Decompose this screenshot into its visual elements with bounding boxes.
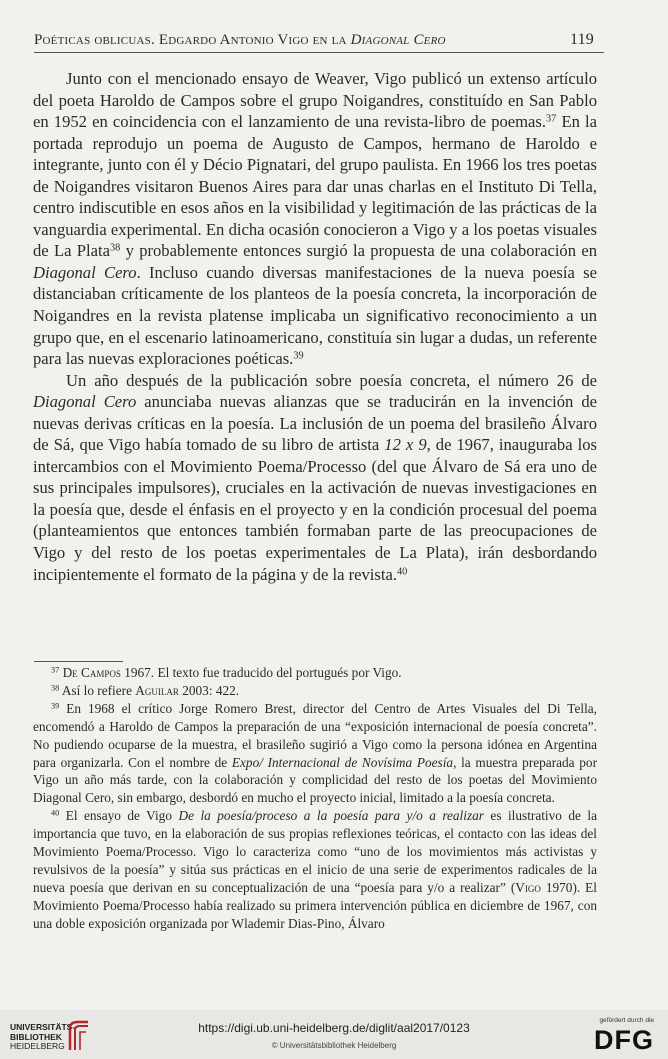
paragraph: Junto con el mencionado ensayo de Weaver, Vigo publicó un extenso artículo del poeta Haroldo de Campos sobre el grupo Noigandres, constituído en San Pablo en 1952 en coincidencia con el lanzamiento de una revista-libro de poemas.$^{37}$ En la portada reprodujo un poema de Augusto de Campos, hermano de Haroldo e integrante, junto con él y Décio Pignatari, del grupo paulista. En 1966 los tres poetas de Noigandres visitaron Buenos Aires para dar unas charlas en el Instituto Di Tella, centro indiscutible en esos años en la visibilidad y legitimación de las prácticas de la vanguardia experimental. En dicha ocasión conocieron a Vigo y a los poetas visuales de La Plata$^{38}$ y probablemente entonces surgió la propuesta de una colaboración en Diagonal Cero. Incluso cuando diversas manifestaciones de la nueva poesía se distanciaban críticamente de los planteos de la poesía concreta, la incorporación de Noigandres en la revista platense implicaba un significativo reconocimiento a un grupo que, en el escenario latinoamericano, constituía sin lugar a dudas, un referente para las nuevas exploraciones poéticas.$^{39}$ — [33, 69, 597, 369]
footnote: $^{38}$ Así lo refiere Aguilar 2003: 422. — [51, 682, 240, 698]
dfg-logo: DFG — [594, 1025, 654, 1055]
body-text — [33, 68, 597, 585]
viewer-footer — [0, 1010, 668, 1059]
footnote: $^{40}$ El ensayo de Vigo De la poesía/proceso a la poesía para y/o a realizar es ilustrativo de la importancia que tuvo, en la elaboración de sus propias reflexiones teóricas, el contacto con las ideas del Movimiento Poema/Processo. Vigo lo caracteriza como “uno de los movimientos más activistas y revulsivos de la poesía” y sitúa sus prácticas en el inicio de una serie de experimentos radicales de la nueva poesía que derivan en su conceptualización de una “poesía para y/o a realizar” (Vigo 1970). El Movimiento Poema/Processo había realizado su primera intervención pública en diciembre de 1967, con una doble exposición organizada por Wlademir Dias-Pino, Álvaro — [33, 808, 597, 931]
running-header — [34, 30, 604, 53]
page-number: 119 — [569, 31, 594, 48]
permalink-url[interactable]: https://digi.ub.uni-heidelberg.de/diglit/aal2017/0123 — [198, 1021, 470, 1035]
footnote: $^{37}$ De Campos 1967. El texto fue traducido del portugués por Vigo. — [51, 665, 402, 680]
running-title: Poéticas oblicuas. Edgardo Antonio Vigo en la Diagonal Cero — [34, 32, 446, 48]
footnote-ref[interactable]: 38 — [109, 242, 121, 254]
footnote-ref[interactable]: 40 — [397, 565, 408, 577]
footnote: $^{39}$ En 1968 el crítico Jorge Romero Brest, director del Centro de Artes Visuales del Di Tella, encomendó a Haroldo de Campos la preparación de una “exposición internacional de poesía concreta”. No pudiendo ocuparse de la muestra, el brasileño sugirió a Vigo como la persona idónea en Argentina para organizarla. Con el nombre de Expo/ Internacional de Novísima Poesía, la muestra preparada por Vigo un año más tarde, con la colaboración y complicidad del resto de los poetas del Movimiento Diagonal Cero, sin embargo, desbordó en mucho el proyecto inicial, limitado a la poesía concreta. — [33, 700, 598, 806]
library-logo-text: UNIVERSITÄTS- BIBLIOTHEK HEIDELBERG — [10, 1022, 76, 1051]
footnote-ref[interactable]: 37 — [546, 113, 557, 125]
running-title-journal: Diagonal Cero — [350, 32, 446, 48]
copyright-text: © Universitätsbibliothek Heidelberg — [271, 1041, 397, 1050]
footnote-ref[interactable]: 39 — [293, 350, 304, 362]
funding-note: gefördert durch die — [599, 1017, 654, 1024]
footnote-divider — [34, 661, 123, 662]
footnotes — [33, 664, 597, 933]
paragraph: Un año después de la publicación sobre poesía concreta, el número 26 de Diagonal Cero anunciaba nuevas alianzas que se traducirán en la invención de nuevas derivas críticas en la poesía. La inclusión de un poema del brasileño Álvaro de Sá, que Vigo había tomado de su libro de artista 12 x 9, de 1967, inauguraba los intercambios con el Movimiento Poema/Processo (del que Álvaro de Sá era uno de sus principales impulsores), cruciales en la activación de nuevas investigaciones en la poesía que, desde el énfasis en el proyecto y en la condición procesual del poema (planteamientos que entonces también formaban parte de las preocupaciones de Vigo y del resto de los poetas experimentales de La Plata), irán desbordando incipientemente el formato de la página y de la revista.$^{40}$ — [33, 370, 597, 584]
